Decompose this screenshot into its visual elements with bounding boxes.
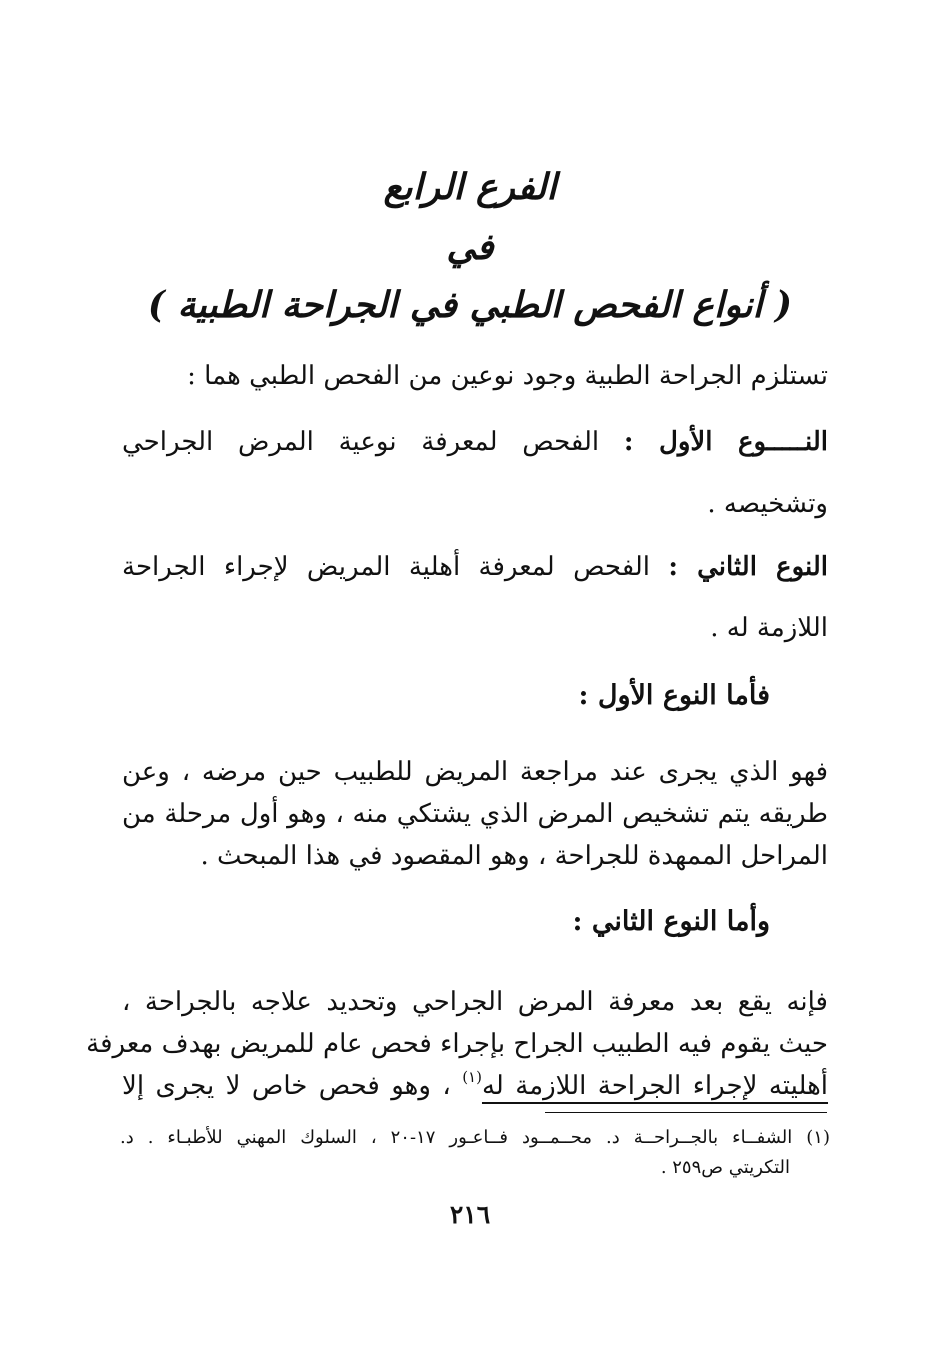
first-type-heading: فأما النوع الأول : (578, 680, 770, 711)
type-two-label: النوع الثاني : (668, 552, 828, 582)
first-type-line: فهو الذي يجرى عند مراجعة المريض للطبيب حين مرضه ، وعن (122, 757, 828, 787)
type-one-continuation: وتشخيصه . (707, 489, 828, 519)
chapter-branch-title: الفرع الرابع (383, 166, 557, 208)
type-one-label: النـــــوع الأول : (623, 427, 828, 457)
first-type-line: طريقه يتم تشخيص المرض الذي يشتكي منه ، وهو أول مرحلة من (122, 799, 828, 829)
second-type-line: حيث يقوم فيه الطبيب الجراح بإجراء فحص عام للمريض بهدف معرفة (86, 1029, 828, 1059)
footnote-divider (545, 1112, 827, 1113)
type-one-text: الفحص لمعرفة نوعية المرض الجراحي (122, 427, 600, 457)
page-number: ٢١٦ (449, 1200, 491, 1229)
chapter-subject-title: ( أنواع الفحص الطبي في الجراحة الطبية ) (147, 284, 793, 326)
underlined-phrase: أهليته لإجراء الجراحة اللازمة له (481, 1071, 829, 1101)
type-one-definition (122, 422, 828, 462)
intro-paragraph: تستلزم الجراحة الطبية وجود نوعين من الفحص الطبي هما : (187, 361, 828, 391)
second-type-line-rest: ، وهو فحص خاص لا يجرى إلا (122, 1071, 451, 1101)
second-type-last-line (122, 1066, 828, 1106)
type-two-text: الفحص لمعرفة أهلية المريض لإجراء الجراحة (122, 552, 651, 582)
type-two-continuation: اللازمة له . (710, 613, 828, 643)
type-two-definition (122, 547, 828, 587)
second-type-heading: وأما النوع الثاني : (572, 906, 770, 937)
footnote-reference[interactable]: (١) (462, 1068, 482, 1086)
second-type-line: فإنه يقع بعد معرفة المرض الجراحي وتحديد علاجه بالجراحة ، (122, 987, 828, 1017)
footnote-text-continuation: التكريتي ص٢٥٩ . (660, 1157, 790, 1178)
footnote-text: (١) الشفــاء بالجــراحــة د. محــمــود فــاعـور ١٧-٢٠ ، السلوك المهني للأطبـاء . د. (120, 1127, 830, 1148)
first-type-line: المراحل الممهدة للجراحة ، وهو المقصود في هذا المبحث . (200, 841, 828, 871)
chapter-title-connector: في (446, 226, 494, 268)
